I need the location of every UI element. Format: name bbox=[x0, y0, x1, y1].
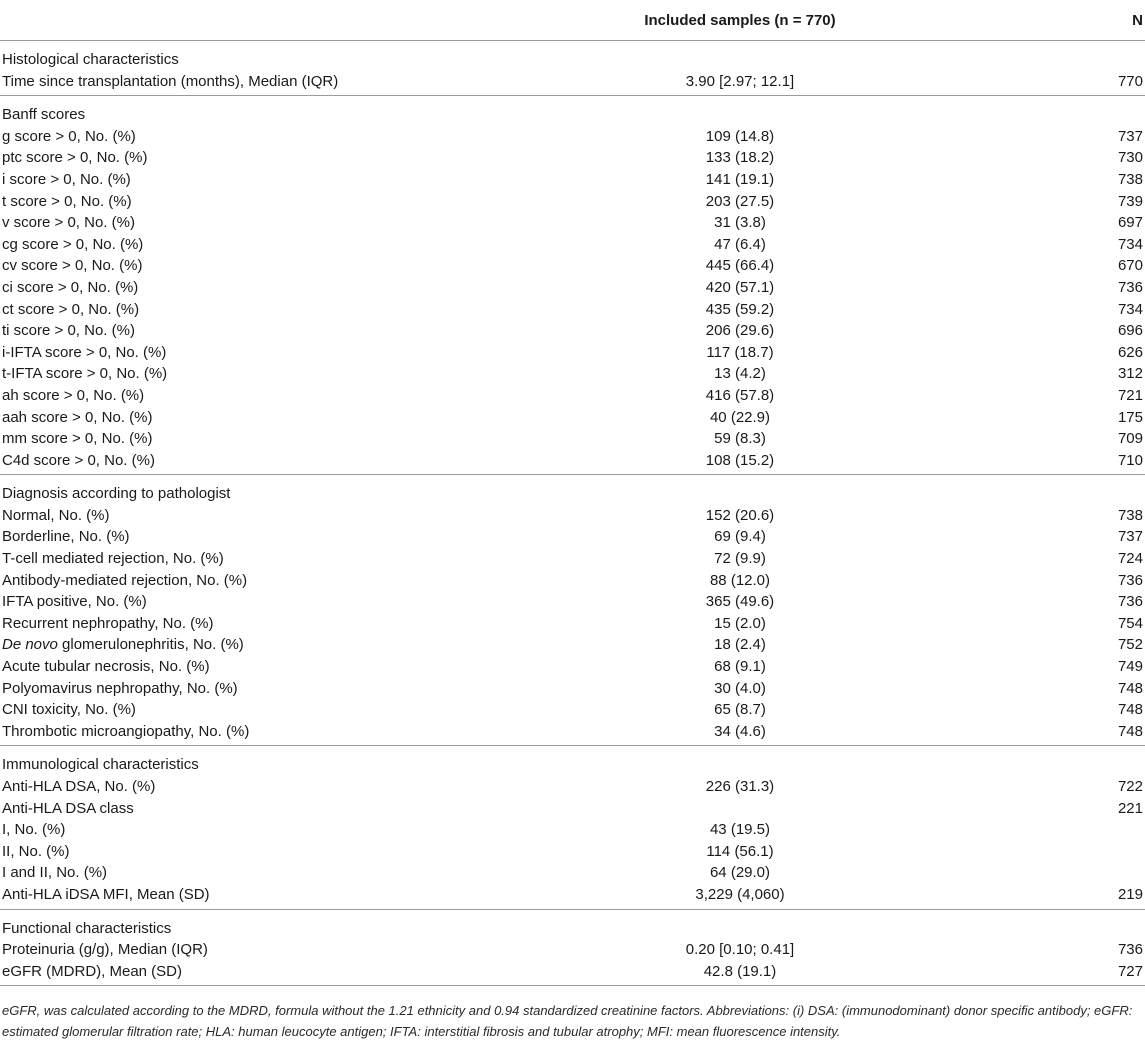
table-row bbox=[0, 407, 1145, 429]
row-n: 734 bbox=[1117, 235, 1143, 253]
row-value: 3.90 [2.97; 12.1] bbox=[685, 72, 795, 90]
row-label: Polyomavirus nephropathy, No. (%) bbox=[2, 679, 238, 697]
row-label: II, No. (%) bbox=[2, 842, 70, 860]
table-row bbox=[0, 191, 1145, 213]
row-label: ci score > 0, No. (%) bbox=[2, 278, 139, 296]
table-row bbox=[0, 548, 1145, 570]
row-label: cv score > 0, No. (%) bbox=[2, 257, 143, 275]
table-row bbox=[0, 169, 1145, 191]
row-value: 0.20 [0.10; 0.41] bbox=[685, 941, 795, 959]
row-label: Borderline, No. (%) bbox=[2, 528, 130, 546]
table-row bbox=[0, 678, 1145, 700]
table-footnote: eGFR, was calculated according to the MDRD, formula without the 1.21 ethnicity and 0.94 standardized creatinine factors. Abbreviations: (i) DSA: (immunodominant) donor specific antibody; eGFR: estimated glomerular filtration rate; HLA: human leucocyte antigen; IFTA: interstitial fibrosis and tubular atrophy; MFI: mean fluorescence intensity. bbox=[2, 1003, 1133, 1039]
table-row bbox=[0, 234, 1145, 256]
row-n: 738 bbox=[1117, 170, 1143, 188]
row-value bbox=[490, 798, 990, 820]
row-value: 43 (19.5) bbox=[709, 821, 771, 839]
row-label: I and II, No. (%) bbox=[2, 864, 108, 882]
row-value: 114 (56.1) bbox=[706, 842, 774, 860]
row-label: i-IFTA score > 0, No. (%) bbox=[2, 343, 167, 361]
table-row bbox=[0, 385, 1145, 407]
row-value: 133 (18.2) bbox=[705, 149, 775, 167]
row-label: v score > 0, No. (%) bbox=[2, 214, 135, 232]
row-value: 435 (59.2) bbox=[705, 300, 775, 318]
table-row bbox=[0, 147, 1145, 169]
table-row bbox=[0, 939, 1145, 961]
row-value: 65 (8.7) bbox=[714, 701, 766, 719]
table-row bbox=[0, 255, 1145, 277]
row-n: 721 bbox=[1117, 386, 1143, 404]
row-value: 365 (49.6) bbox=[705, 593, 775, 611]
section-title: Immunological characteristics bbox=[2, 756, 199, 774]
row-value: 416 (57.8) bbox=[705, 386, 775, 404]
row-label: Anti-HLA iDSA MFI, Mean (SD) bbox=[2, 885, 210, 903]
row-n: 709 bbox=[1117, 430, 1143, 448]
table-section bbox=[0, 746, 1145, 909]
row-n: 737 bbox=[1117, 127, 1143, 145]
row-value: 18 (2.4) bbox=[714, 636, 766, 654]
row-n: 696 bbox=[1117, 322, 1143, 340]
table-section bbox=[0, 96, 1145, 475]
table-row bbox=[0, 884, 1145, 909]
table-row bbox=[0, 961, 1145, 986]
section-title: Banff scores bbox=[2, 106, 86, 124]
table-section bbox=[0, 41, 1145, 96]
header-row bbox=[0, 0, 1145, 41]
row-n: 736 bbox=[1117, 278, 1143, 296]
table-row bbox=[0, 342, 1145, 364]
table-row bbox=[0, 798, 1145, 820]
row-n: 724 bbox=[1117, 550, 1143, 568]
row-n: 727 bbox=[1117, 962, 1143, 980]
row-value: 3,229 (4,060) bbox=[695, 885, 785, 903]
table-header bbox=[0, 0, 1145, 41]
section-title-row bbox=[0, 909, 1145, 939]
row-value: 40 (22.9) bbox=[709, 408, 771, 426]
row-value: 59 (8.3) bbox=[714, 430, 766, 448]
row-n: 697 bbox=[1117, 214, 1143, 232]
row-label: I, No. (%) bbox=[2, 821, 66, 839]
table-row bbox=[0, 212, 1145, 234]
table-section bbox=[0, 909, 1145, 986]
row-label: g score > 0, No. (%) bbox=[2, 127, 136, 145]
table-row bbox=[0, 505, 1145, 527]
row-label: Anti-HLA DSA, No. (%) bbox=[2, 778, 156, 795]
table-section bbox=[0, 475, 1145, 746]
row-value: 109 (14.8) bbox=[705, 127, 775, 145]
row-n: 221 bbox=[1117, 799, 1143, 817]
row-n: 748 bbox=[1117, 722, 1143, 740]
table-row bbox=[0, 862, 1145, 884]
row-label: Anti-HLA DSA class bbox=[2, 799, 134, 817]
row-label: cg score > 0, No. (%) bbox=[2, 235, 144, 253]
table-row bbox=[0, 320, 1145, 342]
header-included-samples: Included samples (n = 770) bbox=[490, 0, 990, 41]
row-n: 734 bbox=[1117, 300, 1143, 318]
row-n: 752 bbox=[1117, 636, 1143, 654]
row-label: Antibody-mediated rejection, No. (%) bbox=[2, 571, 248, 589]
section-title: Diagnosis according to pathologist bbox=[2, 485, 231, 503]
section-title-row bbox=[0, 41, 1145, 71]
row-label: aah score > 0, No. (%) bbox=[2, 408, 153, 426]
row-label: t score > 0, No. (%) bbox=[2, 192, 132, 210]
row-n: 736 bbox=[1117, 941, 1143, 959]
row-value: 226 (31.3) bbox=[705, 778, 775, 795]
row-n bbox=[990, 819, 1145, 841]
row-value: 47 (6.4) bbox=[714, 235, 766, 253]
row-label: Proteinuria (g/g), Median (IQR) bbox=[2, 941, 208, 959]
row-label-italic-prefix: De novo bbox=[2, 636, 58, 654]
row-value: 108 (15.2) bbox=[705, 451, 775, 469]
row-n: 730 bbox=[1117, 149, 1143, 167]
row-label: Normal, No. (%) bbox=[2, 506, 110, 524]
row-value: 206 (29.6) bbox=[705, 322, 775, 340]
row-value: 68 (9.1) bbox=[714, 658, 766, 676]
row-value: 34 (4.6) bbox=[714, 722, 766, 740]
table-row bbox=[0, 841, 1145, 863]
row-n: 312 bbox=[1117, 365, 1143, 383]
table-row bbox=[0, 613, 1145, 635]
row-n: 722 bbox=[1117, 778, 1143, 795]
row-label: i score > 0, No. (%) bbox=[2, 170, 131, 188]
row-value: 31 (3.8) bbox=[714, 214, 766, 232]
header-label-cell bbox=[0, 0, 490, 41]
table-row bbox=[0, 526, 1145, 548]
row-n: 738 bbox=[1117, 506, 1143, 524]
row-value: 13 (4.2) bbox=[714, 365, 766, 383]
row-label: t-IFTA score > 0, No. (%) bbox=[2, 365, 168, 383]
row-n: 175 bbox=[1117, 408, 1143, 426]
row-label: ti score > 0, No. (%) bbox=[2, 322, 135, 340]
row-value: 42.8 (19.1) bbox=[703, 962, 777, 980]
row-n: 219 bbox=[1117, 885, 1143, 903]
table-row bbox=[0, 71, 1145, 96]
row-label: C4d score > 0, No. (%) bbox=[2, 451, 155, 469]
row-value: 117 (18.7) bbox=[706, 343, 774, 361]
row-value: 152 (20.6) bbox=[705, 506, 775, 524]
row-n: 736 bbox=[1117, 593, 1143, 611]
row-value: 445 (66.4) bbox=[705, 257, 775, 275]
row-value: 420 (57.1) bbox=[705, 278, 775, 296]
row-label: ct score > 0, No. (%) bbox=[2, 300, 140, 318]
table-row bbox=[0, 721, 1145, 746]
row-label: T-cell mediated rejection, No. (%) bbox=[2, 550, 224, 568]
row-n: 736 bbox=[1117, 571, 1143, 589]
section-title-row bbox=[0, 746, 1145, 776]
row-value: 88 (12.0) bbox=[709, 571, 771, 589]
row-n: 737 bbox=[1117, 528, 1143, 546]
row-label: IFTA positive, No. (%) bbox=[2, 593, 147, 611]
section-title-row bbox=[0, 475, 1145, 505]
row-label: Recurrent nephropathy, No. (%) bbox=[2, 614, 214, 632]
section-title-row bbox=[0, 96, 1145, 126]
section-title: Functional characteristics bbox=[2, 919, 172, 937]
row-label: eGFR (MDRD), Mean (SD) bbox=[2, 962, 183, 980]
row-value: 69 (9.4) bbox=[714, 528, 766, 546]
section-title: Histological characteristics bbox=[2, 51, 179, 68]
table-row bbox=[0, 126, 1145, 148]
row-value: 64 (29.0) bbox=[709, 864, 771, 882]
row-n: 748 bbox=[1117, 701, 1143, 719]
table-row bbox=[0, 591, 1145, 613]
header-n: N bbox=[990, 0, 1145, 41]
row-value: 141 (19.1) bbox=[705, 170, 775, 188]
row-label: mm score > 0, No. (%) bbox=[2, 430, 153, 448]
table-row bbox=[0, 699, 1145, 721]
row-n: 739 bbox=[1117, 192, 1143, 210]
table-row bbox=[0, 776, 1145, 798]
row-label: Thrombotic microangiopathy, No. (%) bbox=[2, 722, 250, 740]
table-row bbox=[0, 363, 1145, 385]
row-value: 30 (4.0) bbox=[714, 679, 766, 697]
table-row bbox=[0, 819, 1145, 841]
row-n: 748 bbox=[1117, 679, 1143, 697]
table-row bbox=[0, 634, 1145, 656]
row-label: ptc score > 0, No. (%) bbox=[2, 149, 148, 167]
row-n: 710 bbox=[1117, 451, 1143, 469]
table-row bbox=[0, 428, 1145, 450]
table-row bbox=[0, 277, 1145, 299]
row-label-text: glomerulonephritis, No. (%) bbox=[57, 636, 244, 654]
row-value: 203 (27.5) bbox=[705, 192, 775, 210]
row-value: 72 (9.9) bbox=[714, 550, 766, 568]
row-n bbox=[990, 841, 1145, 863]
row-label bbox=[0, 634, 490, 656]
row-label: Acute tubular necrosis, No. (%) bbox=[2, 658, 210, 676]
row-label: CNI toxicity, No. (%) bbox=[2, 701, 136, 719]
row-label: ah score > 0, No. (%) bbox=[2, 386, 145, 404]
table-row bbox=[0, 656, 1145, 678]
row-value: 15 (2.0) bbox=[714, 614, 766, 632]
row-n: 754 bbox=[1117, 614, 1143, 632]
row-n: 626 bbox=[1117, 343, 1143, 361]
row-label: Time since transplantation (months), Median (IQR) bbox=[2, 72, 339, 90]
table-row bbox=[0, 450, 1145, 475]
row-n: 749 bbox=[1117, 658, 1143, 676]
row-n: 770 bbox=[1117, 72, 1143, 90]
table-row bbox=[0, 299, 1145, 321]
row-n: 670 bbox=[1117, 257, 1143, 275]
table-row bbox=[0, 570, 1145, 592]
row-n bbox=[990, 862, 1145, 884]
